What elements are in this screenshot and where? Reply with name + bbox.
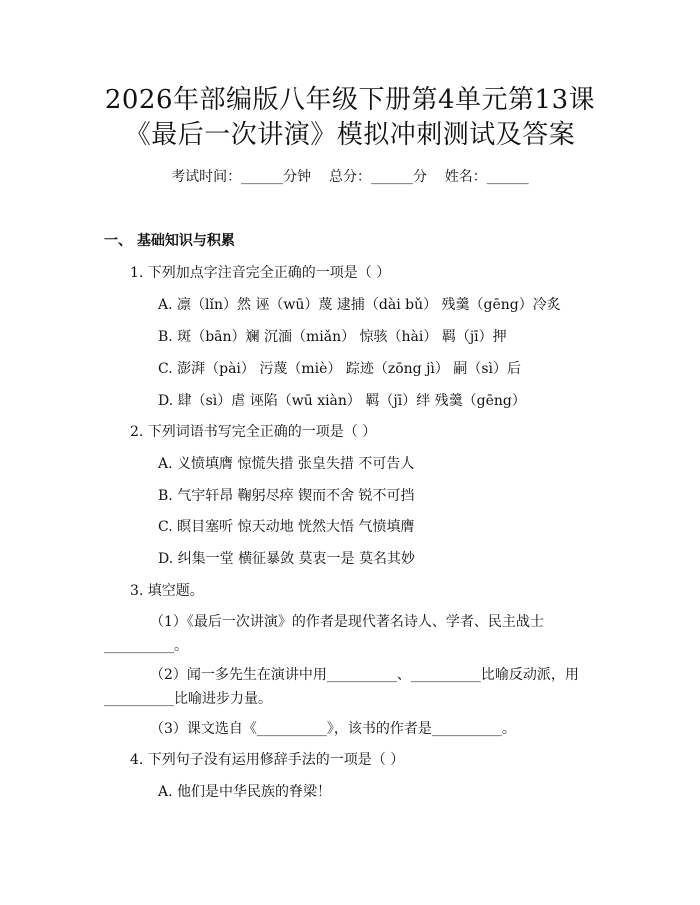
document-title-line-2: 《最后一次讲演》模拟冲刺测试及答案 bbox=[124, 120, 576, 150]
question-3-stem: 3. 填空题。 bbox=[130, 583, 204, 599]
document-title-line-1: 2026年部编版八年级下册第4单元第13课 bbox=[104, 85, 596, 115]
question-2-option-a: A. 义愤填膺 惊慌失措 张皇失措 不可告人 bbox=[158, 456, 415, 472]
question-1-option-d: D. 肆（sì）虐 诬陷（wū xiàn） 羁（jī）绊 残羹（gēng） bbox=[158, 393, 526, 409]
question-3-item-1-blank: __________。 bbox=[104, 638, 188, 654]
question-1-option-c: C. 澎湃（pài） 污蔑（miè） 踪迹（zōng jì） 嗣（sì）后 bbox=[158, 361, 522, 377]
question-2-option-b: B. 气宇轩昂 鞠躬尽瘁 锲而不舍 锐不可挡 bbox=[158, 488, 415, 504]
question-1-stem: 1. 下列加点字注音完全正确的一项是（ ） bbox=[130, 265, 391, 281]
question-1-option-b: B. 斑（bān）斓 沉湎（miǎn） 惊骇（hài） 羁（jī）押 bbox=[158, 329, 507, 345]
question-3-item-3: （3）课文选自《__________》，该书的作者是__________。 bbox=[150, 721, 516, 737]
question-1-option-a: A. 凛（lǐn）然 诬（wū）蔑 逮捕（dài bǔ） 残羹（gēng）冷炙 bbox=[158, 297, 561, 313]
question-3-item-2-continued: __________比喻进步力量。 bbox=[104, 691, 272, 707]
question-2-stem: 2. 下列词语书写完全正确的一项是（ ） bbox=[130, 424, 377, 440]
question-2-option-c: C. 瞑目塞听 惊天动地 恍然大悟 气愤填膺 bbox=[158, 519, 415, 535]
question-4-stem: 4. 下列句子没有运用修辞手法的一项是（ ） bbox=[130, 752, 405, 768]
exam-info-line: 考试时间：______分钟 总分：______分 姓名：______ bbox=[171, 169, 529, 185]
question-3-item-2: （2）闻一多先生在演讲中用__________、__________比喻反动派，用 bbox=[150, 667, 579, 683]
question-3-item-1: （1）《最后一次讲演》的作者是现代著名诗人、学者、民主战士 bbox=[150, 614, 544, 630]
section-heading: 一、 基础知识与积累 bbox=[104, 233, 235, 249]
question-2-option-d: D. 纠集一堂 横征暴敛 莫衷一是 莫名其妙 bbox=[158, 551, 415, 567]
question-4-option-a: A. 他们是中华民族的脊梁！ bbox=[158, 784, 332, 800]
